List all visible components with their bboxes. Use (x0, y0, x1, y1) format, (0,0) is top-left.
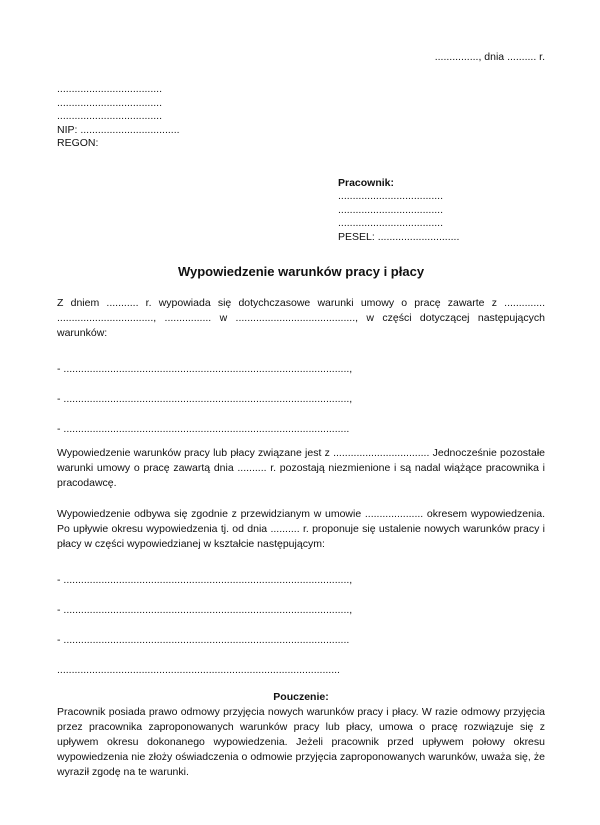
terminated-conditions-list (57, 362, 545, 437)
nip-line: NIP: .................................. (57, 123, 180, 136)
remaining-terms-paragraph: Wypowiedzenie warunków pracy lub płacy związane jest z ................................. Jednocześnie pozostałe warunki umowy o pracę zawartą dnia .......... r. pozostają niezmienione i są nadal wiążące pracownika i pracodawcę. (57, 447, 545, 489)
condition-blank-line: - .................................................................................................. (57, 423, 350, 435)
employee-blank-line: .................................... (338, 190, 444, 202)
pesel-line: PESEL: ............................ (338, 230, 460, 243)
employer-blank-line: .................................... (57, 110, 163, 122)
condition-blank-line: - .................................................................................................., (57, 393, 353, 405)
employee-blank-line: .................................... (338, 217, 444, 229)
condition-blank-line: - .................................................................................................., (57, 363, 353, 375)
notice-paragraph: Pracownik posiada prawo odmowy przyjęcia nowych warunków pracy i płacy. W razie odmowy przyjęcia przez pracownika zaproponowanych warunków pracy lub płacy, umowa o pracę rozwiązuje się z upływem okresu dokonanego wypowiedzenia. Jeżeli pracownik przed upływem połowy okresu wypowiedzenia nie złoży oświadczenia o odmowie przyjęcia zaproponowanych warunków, uważa się, że wyraził zgodę na te warunki. (57, 706, 545, 778)
employer-block (57, 83, 545, 151)
extra-blank-line: ................................................................................................. (57, 664, 340, 676)
employer-blank-line: .................................... (57, 96, 163, 109)
employer-blank-line: .................................... (57, 83, 163, 95)
condition-blank-line: - .................................................................................................. (57, 634, 350, 646)
new-conditions-list (57, 573, 545, 678)
intro-paragraph: Z dniem ........... r. wypowiada się dotychczasowe warunki umowy o pracę zawarte z .............. ................................., ................ w ........................................., w części dotyczącej następujących warunków: (57, 297, 545, 339)
document-title: Wypowiedzenie warunków pracy i płacy (177, 264, 425, 279)
notice-heading: Pouczenie: (273, 691, 329, 703)
condition-blank-line: - .................................................................................................., (57, 574, 353, 586)
employee-label: Pracownik: (338, 176, 395, 189)
date-line: ..............., dnia .......... r. (434, 51, 545, 63)
condition-blank-line: - .................................................................................................., (57, 604, 353, 616)
employee-blank-line: .................................... (338, 203, 444, 216)
employee-block (338, 177, 545, 245)
regon-line: REGON: (57, 137, 99, 149)
notice-period-paragraph: Wypowiedzenie odbywa się zgodnie z przewidzianym w umowie .................... okresem wypowiedzenia. Po upływie okresu wypowiedzenia tj. od dnia .......... r. proponuje się ustalenie nowych warunków pracy i płacy w części wypowiedzianej w kształcie następującym: (57, 508, 545, 550)
